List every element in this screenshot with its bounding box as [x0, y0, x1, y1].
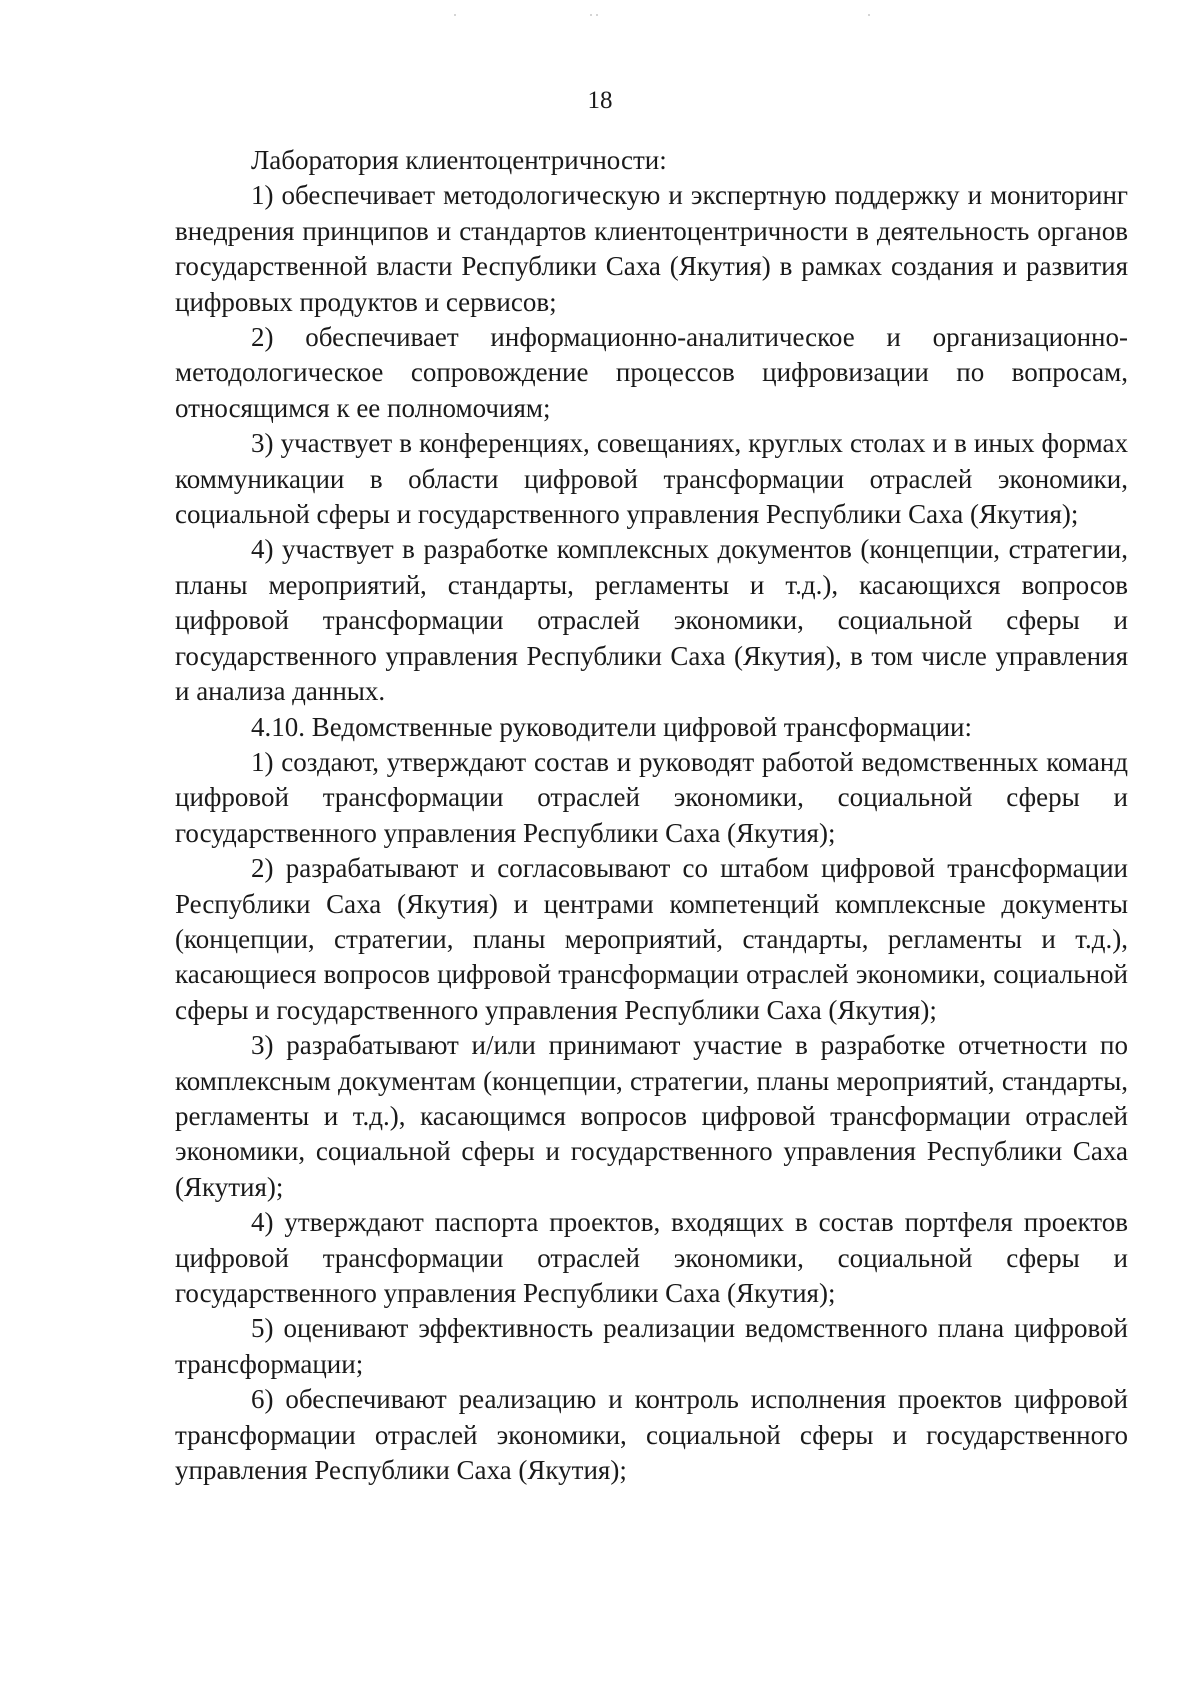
scan-dot — [454, 14, 456, 16]
section-heading-laboratory: Лаборатория клиентоцентричности: — [251, 145, 667, 175]
list-item: 4) участвует в разработке комплексных документов (концепции, стратегии, планы мероприятий, стандарты, регламенты и т.д.), касающихся вопросов цифровой трансформации отраслей экономики, социальной сферы и государственного управления Республики Саха (Якутия), в том числе управления и анализа данных. — [175, 534, 1128, 707]
list-item: 3) участвует в конференциях, совещаниях, круглых столах и в иных формах коммуникации в области цифровой трансформации отраслей экономики, социальной сферы и государственного управления Республики Саха (Якутия); — [175, 428, 1128, 530]
list-item: 4) утверждают паспорта проектов, входящих в состав портфеля проектов цифровой трансформации отраслей экономики, социальной сферы и государственного управления Республики Саха (Якутия); — [175, 1207, 1128, 1308]
page-number: 18 — [587, 87, 613, 114]
list-item: 3) разрабатывают и/или принимают участие в разработке отчетности по комплексным документам (концепции, стратегии, планы мероприятий, стандарты, регламенты и т.д.), касающимся вопросов цифровой трансформации отраслей экономики, социальной сферы и государственного управления Республики Саха (Якутия); — [175, 1030, 1128, 1202]
scan-dot — [868, 14, 870, 16]
document-body — [175, 143, 1128, 1488]
scan-artifact-dots — [0, 14, 1200, 20]
list-item: 2) разрабатывают и согласовывают со штабом цифровой трансформации Республики Саха (Якутия) и центрами компетенций комплексные документы (концепции, стратегии, планы мероприятий, стандарты, регламенты и т.д.), касающиеся вопросов цифровой трансформации отраслей экономики, социальной сферы и государственного управления Республики Саха (Якутия); — [175, 853, 1128, 1025]
scan-dot — [590, 14, 592, 16]
list-item: 5) оценивают эффективность реализации ведомственного плана цифровой трансформации; — [175, 1313, 1128, 1379]
list-item: 6) обеспечивают реализацию и контроль исполнения проектов цифровой трансформации отраслей экономики, социальной сферы и государственного управления Республики Саха (Якутия); — [175, 1384, 1128, 1486]
list-item: 1) обеспечивает методологическую и экспертную поддержку и мониторинг внедрения принципов и стандартов клиентоцентричности в деятельность органов государственной власти Республики Саха (Якутия) в рамках создания и развития цифровых продуктов и сервисов; — [175, 180, 1128, 317]
scan-dot — [596, 14, 598, 16]
list-item: 1) создают, утверждают состав и руководят работой ведомственных команд цифровой трансформации отраслей экономики, социальной сферы и государственного управления Республики Саха (Якутия); — [175, 746, 1128, 848]
section-heading-4-10: 4.10. Ведомственные руководители цифровой трансформации: — [251, 711, 972, 742]
list-item: 2) обеспечивает информационно-аналитическое и организационно-методологическое сопровождение процессов цифровизации по вопросам, относящимся к ее полномочиям; — [175, 322, 1128, 423]
